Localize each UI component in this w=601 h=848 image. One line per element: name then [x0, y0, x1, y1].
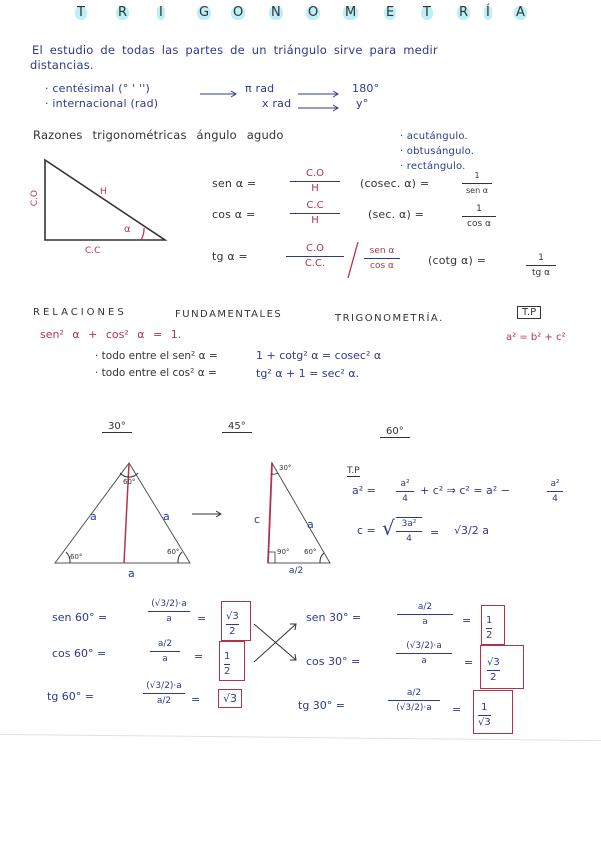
pythagoras-formula: a² = b² + c² [506, 332, 566, 343]
header-60: 60° [380, 426, 410, 438]
system-centesimal: · centésimal (° ' '') [45, 82, 151, 95]
formula-cotg: (cotg α) = [428, 254, 487, 267]
deg-180: 180° [352, 82, 380, 95]
denominator: 2 [229, 626, 236, 637]
denominator: tg α [531, 268, 551, 278]
relaciones-heading-3: TRIGONOMETRÍA. [335, 313, 444, 324]
sqrt-icon: √ [382, 516, 395, 540]
denominator: (√3/2)·a [396, 703, 432, 713]
cos30-lhs: cos 30° = [306, 655, 361, 668]
relaciones-heading-2: FUNDAMENTALES [175, 309, 283, 320]
cross-arrows-icon [252, 622, 300, 664]
fraction-cotg [526, 252, 556, 279]
fraction-cosec [462, 170, 492, 197]
side-left-a: a [90, 510, 97, 523]
derived-sen-label: · todo entre el sen² α = [95, 350, 218, 362]
equals: = [464, 656, 474, 669]
title-letter: N [271, 5, 281, 20]
derived-sen-result: 1 + cotg² α = cosec² α [256, 349, 382, 362]
sen60-fraction [148, 598, 190, 625]
numerator: 3a² [401, 519, 417, 529]
numerator: 1 [224, 651, 231, 662]
title-letter: O [233, 5, 244, 20]
base-a: a [128, 567, 135, 580]
label-hypotenuse: H [100, 187, 107, 197]
tp-eq2-eq: = [430, 526, 440, 539]
tp-eq1-mid: + c² ⇒ c² = a² − [420, 484, 510, 497]
label-adjacent-side: C.C [85, 246, 101, 256]
tg60-fraction [143, 680, 185, 707]
denominator: a [162, 654, 168, 664]
equals: = [452, 703, 462, 716]
denominator: √3 [478, 717, 491, 728]
numerator: a/2 [406, 688, 422, 698]
formula-cos-lhs: cos α = [212, 208, 256, 221]
numerator: (√3/2)·a [151, 599, 187, 609]
title-letter: M [345, 5, 357, 20]
angle-top-60: 60° [123, 478, 136, 486]
base-a-half: a/2 [289, 566, 304, 576]
denominator: cos α [467, 219, 491, 229]
tp-box: T.P [517, 306, 541, 319]
title-letter: Í [486, 5, 490, 20]
intro-line-1: El estudio de todas las partes de un triángulo sirve para medir [32, 43, 438, 57]
numerator: a/2 [417, 602, 433, 612]
sen30-result-box [481, 605, 505, 645]
label-opposite-side: C.O [30, 190, 40, 207]
equals: = [191, 693, 201, 706]
angle-base-60: 60° [304, 548, 317, 556]
cos60-fraction [150, 638, 180, 665]
relaciones-heading-1: RELACIONES [33, 307, 127, 318]
formula-tg-lhs: tg α = [212, 250, 248, 263]
slash-divider [346, 240, 360, 280]
razones-heading: Razones trigonométricas ángulo agudo [33, 128, 284, 142]
equals: = [462, 614, 472, 627]
denominator: 2 [486, 630, 493, 641]
arrow-icon [200, 90, 240, 98]
denominator: 4 [552, 494, 558, 504]
sen60-result-box [221, 601, 251, 641]
formula-sen-lhs: sen α = [212, 177, 257, 190]
derived-cos-label: · todo entre el cos² α = [95, 367, 217, 379]
right-triangle-diagram [40, 155, 170, 260]
denominator: 4 [402, 494, 408, 504]
intro-line-2: distancias. [30, 58, 94, 72]
denominator: a/2 [156, 696, 172, 706]
height-c: c [254, 513, 261, 526]
numerator: (√3/2)·a [406, 641, 442, 651]
numerator: 1 [481, 702, 488, 713]
denominator: 4 [406, 534, 412, 544]
denominator: H [311, 183, 319, 194]
numerator: 1 [476, 204, 482, 214]
title-letter: G [199, 5, 210, 20]
fraction-tg [286, 243, 344, 270]
tg60-result-box: √3 [218, 689, 242, 708]
tp-eq2-result: √3/2 a [454, 524, 489, 537]
header-30: 30° [102, 421, 132, 433]
denominator: C.C. [304, 258, 326, 269]
denominator: cos α [370, 261, 394, 271]
label-angle-alpha: α [124, 224, 131, 235]
fraction-tg-alt [364, 245, 400, 272]
page-fold-line [0, 734, 601, 741]
numerator: √3 [487, 657, 500, 668]
fundamental-identity: sen² α + cos² α = 1. [40, 328, 182, 341]
tp-eq1-fraction [396, 478, 414, 505]
system-internacional: · internacional (rad) [45, 97, 159, 110]
formula-sec: (sec. α) = [368, 208, 425, 221]
tp-eq1-lhs: a² = [352, 484, 376, 497]
cos60-lhs: cos 60° = [52, 647, 107, 660]
angle-90: 90° [277, 548, 290, 556]
arrow-icon [298, 90, 342, 98]
triangle-type-acute: · acutángulo. [400, 131, 468, 142]
tg60-lhs: tg 60° = [47, 690, 95, 703]
tp-eq1-fraction-2 [547, 478, 563, 505]
title-letter: E [386, 5, 395, 20]
title-letter: I [159, 5, 163, 20]
half-triangle-diagram [262, 460, 337, 570]
numerator: sen α [369, 246, 395, 256]
title-letter: T [423, 5, 431, 20]
y-deg: y° [356, 97, 369, 110]
denominator: 2 [224, 666, 231, 677]
x-rad: x rad [262, 97, 292, 110]
pi-rad: π rad [245, 82, 275, 95]
numerator: 1 [474, 171, 480, 180]
angle-top-30: 30° [279, 464, 292, 472]
denominator: sen α [466, 186, 488, 195]
arrow-icon [298, 104, 342, 112]
title-letter: O [308, 5, 319, 20]
cos60-result-box [219, 641, 245, 681]
header-45: 45° [222, 421, 252, 433]
title-letter: T [77, 5, 85, 20]
side-right-a: a [163, 510, 170, 523]
denominator: H [311, 215, 319, 226]
numerator: a² [400, 479, 410, 489]
tp-label: T.P [347, 466, 360, 476]
title-letter: R [459, 5, 469, 20]
numerator: C.O [305, 168, 325, 179]
numerator: a² [550, 479, 560, 489]
numerator: 1 [486, 615, 493, 626]
hyp-a: a [307, 518, 314, 531]
derived-cos-result: tg² α + 1 = sec² α. [256, 367, 360, 380]
numerator: C.O [305, 243, 325, 254]
title-letter: R [118, 5, 128, 20]
cos30-result-box [480, 645, 524, 689]
numerator: a/2 [157, 639, 173, 649]
triangle-type-obtuse: · obtusángulo. [400, 146, 475, 157]
triangle-type-right: · rectángulo. [400, 161, 466, 172]
formula-cosec: (cosec. α) = [360, 177, 430, 190]
angle-right-60: 60° [167, 548, 180, 556]
sen60-lhs: sen 60° = [52, 611, 108, 624]
fraction-sec [462, 203, 496, 230]
numerator: C.C [306, 200, 324, 211]
denominator: a [166, 614, 172, 624]
tp-eq2-radicand [396, 517, 422, 545]
sen30-fraction [397, 601, 453, 628]
denominator: a [422, 617, 428, 627]
equals: = [197, 612, 207, 625]
denominator: a [421, 656, 427, 666]
fraction-cos [290, 200, 340, 227]
tg30-fraction [388, 687, 440, 714]
arrow-icon [192, 510, 224, 518]
sen30-lhs: sen 30° = [306, 611, 362, 624]
angle-left-60: 60° [70, 553, 83, 561]
tg30-result-box [473, 690, 513, 734]
fraction-sen [290, 168, 340, 195]
denominator: 2 [490, 672, 497, 683]
tg30-lhs: tg 30° = [298, 699, 346, 712]
numerator: 1 [538, 253, 544, 263]
numerator: √3 [226, 611, 239, 622]
tp-eq2-lhs: c = [357, 524, 376, 537]
equals: = [194, 650, 204, 663]
cos30-fraction [396, 640, 452, 667]
numerator: (√3/2)·a [146, 681, 182, 691]
title-letter: A [516, 5, 525, 20]
